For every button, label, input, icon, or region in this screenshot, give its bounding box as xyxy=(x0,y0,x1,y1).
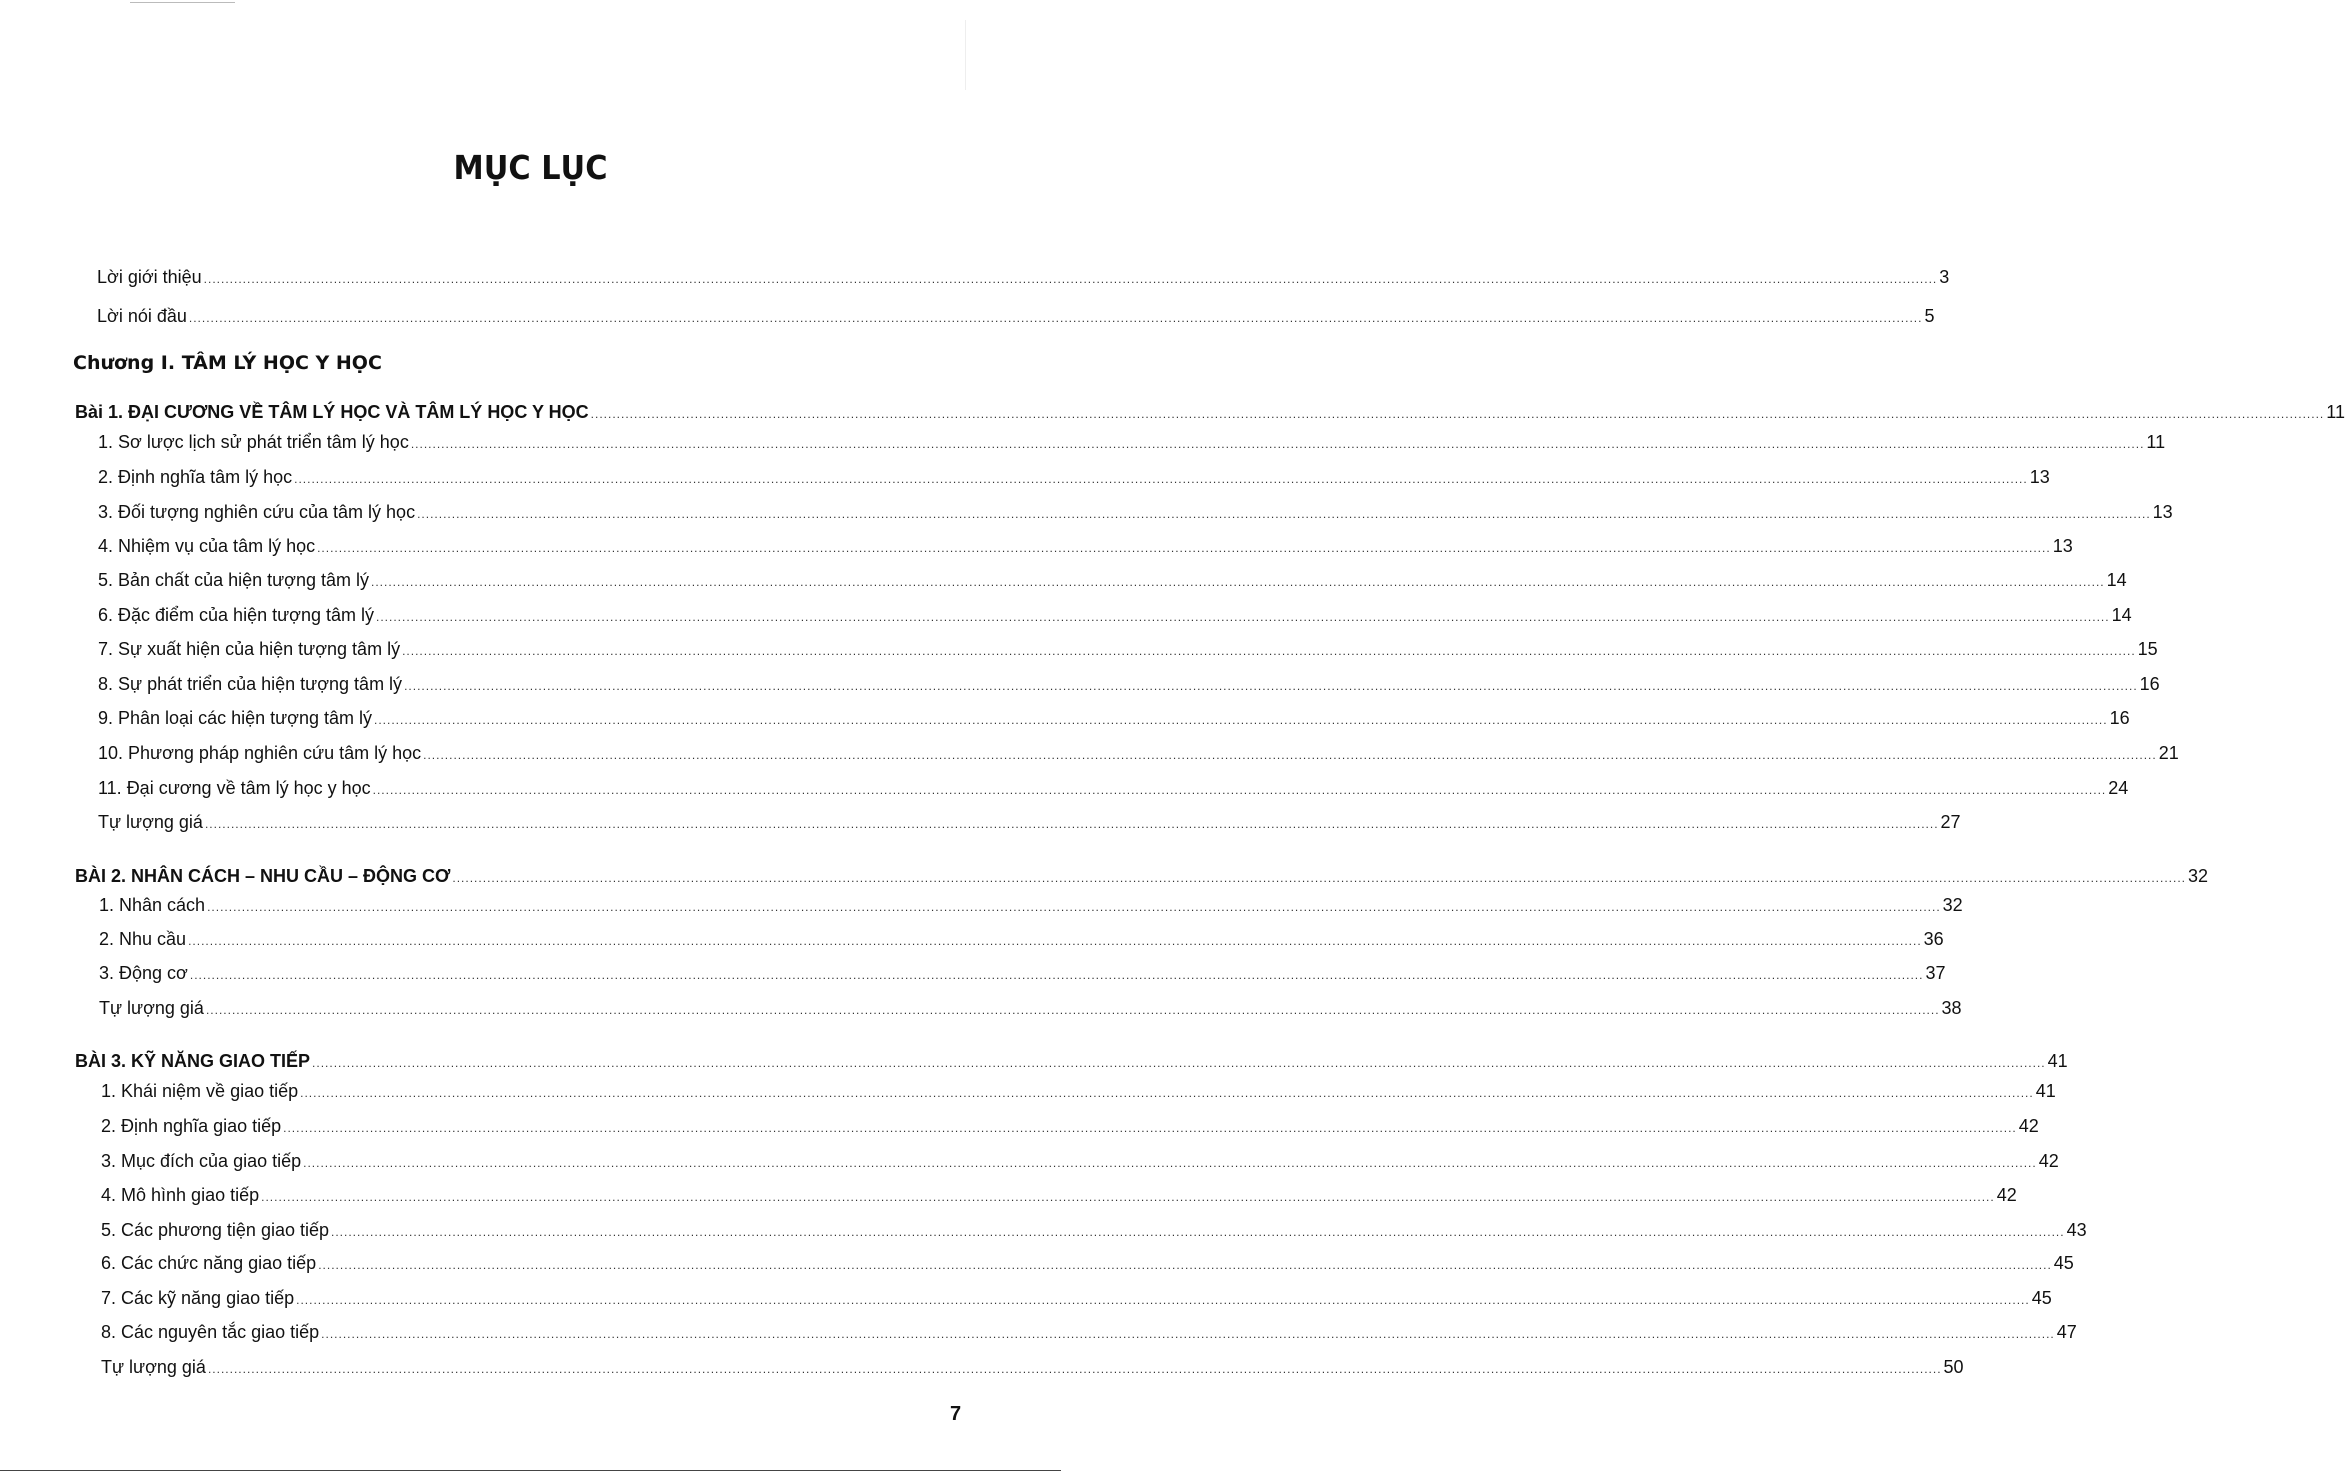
toc-entry[interactable] xyxy=(98,501,2173,525)
toc-entry[interactable] xyxy=(98,604,2132,628)
toc-lesson-heading[interactable] xyxy=(75,1050,2068,1074)
toc-entry-label: 11. Đại cương về tâm lý học y học xyxy=(98,778,371,798)
toc-entry-page: 13 xyxy=(2029,467,2050,487)
toc-entry-label: Tự lượng giá xyxy=(98,812,203,832)
toc-entry-label: 2. Nhu cầu xyxy=(99,929,187,949)
toc-entry-label: 6. Các chức năng giao tiếp xyxy=(101,1253,317,1273)
toc-entry-page: 38 xyxy=(1941,998,1962,1018)
dot-leader: ................................................................................................................................................................................................................................................................................................................................................................................................................ xyxy=(188,311,1923,325)
toc-entry-page: 32 xyxy=(2187,866,2209,886)
dot-leader: ................................................................................................................................................................................................................................................................................................................................................................................................................ xyxy=(371,575,2105,589)
toc-entry-page: 32 xyxy=(1942,895,1963,915)
toc-entry-page: 45 xyxy=(2053,1253,2074,1273)
toc-lesson-heading[interactable] xyxy=(75,401,2345,425)
toc-entry[interactable] xyxy=(101,1356,1964,1380)
toc-entry[interactable] xyxy=(98,707,2130,731)
toc-entry[interactable] xyxy=(98,535,2073,559)
toc-entry[interactable] xyxy=(99,894,1963,918)
toc-lesson-heading[interactable] xyxy=(75,865,2209,889)
toc-entry[interactable] xyxy=(99,997,1962,1021)
dot-leader: ................................................................................................................................................................................................................................................................................................................................................................................................................ xyxy=(261,1190,1995,1204)
toc-entry-label: 4. Nhiệm vụ của tâm lý học xyxy=(98,536,316,556)
toc-entry[interactable] xyxy=(98,569,2127,593)
toc-entry[interactable] xyxy=(98,431,2166,455)
toc-entry-label: 10. Phương pháp nghiên cứu tâm lý học xyxy=(98,743,422,763)
dot-leader: ................................................................................................................................................................................................................................................................................................................................................................................................................ xyxy=(188,934,1922,948)
toc-entry-page: 13 xyxy=(2052,536,2073,556)
dot-leader: ................................................................................................................................................................................................................................................................................................................................................................................................................ xyxy=(203,272,1938,286)
scan-edge-mark xyxy=(965,20,966,90)
toc-entry-front[interactable] xyxy=(97,305,1935,329)
toc-entry-label: Tự lượng giá xyxy=(99,998,204,1018)
dot-leader: ................................................................................................................................................................................................................................................................................................................................................................................................................ xyxy=(331,1225,2065,1239)
toc-entry[interactable] xyxy=(98,811,1961,835)
toc-entry-page: 16 xyxy=(2109,708,2130,728)
page-title: MỤC LỤC xyxy=(453,148,608,187)
toc-entry-page: 41 xyxy=(2047,1051,2068,1071)
dot-leader: ................................................................................................................................................................................................................................................................................................................................................................................................................ xyxy=(410,437,2145,451)
toc-entry-label: 8. Các nguyên tắc giao tiếp xyxy=(101,1322,320,1342)
toc-entry-page: 15 xyxy=(2137,639,2158,659)
dot-leader: ................................................................................................................................................................................................................................................................................................................................................................................................................ xyxy=(204,817,1939,831)
toc-entry-page: 16 xyxy=(2139,674,2160,694)
toc-entry-label: 2. Định nghĩa tâm lý học xyxy=(98,467,293,487)
toc-entry[interactable] xyxy=(101,1219,2087,1243)
toc-lesson-title: Bài 1. ĐẠI CƯƠNG VỀ TÂM LÝ HỌC VÀ TÂM LÝ HỌC Y HỌC xyxy=(75,402,589,422)
toc-entry-label: 8. Sự phát triển của hiện tượng tâm lý xyxy=(98,674,403,694)
toc-entry[interactable] xyxy=(98,638,2158,662)
toc-entry[interactable] xyxy=(101,1252,2074,1276)
toc-entry[interactable] xyxy=(98,673,2160,697)
toc-entry-page: 42 xyxy=(2018,1116,2039,1136)
page-number: 7 xyxy=(950,1403,962,1425)
toc-entry[interactable] xyxy=(101,1115,2039,1139)
dot-leader: ................................................................................................................................................................................................................................................................................................................................................................................................................ xyxy=(294,472,2028,486)
toc-entry[interactable] xyxy=(101,1150,2059,1174)
toc-entry-label: 1. Sơ lược lịch sử phát triển tâm lý học xyxy=(98,432,409,452)
toc-entry-label: 9. Phân loại các hiện tượng tâm lý xyxy=(98,708,372,728)
dot-leader: ................................................................................................................................................................................................................................................................................................................................................................................................................ xyxy=(372,783,2107,797)
bottom-edge-line xyxy=(0,1470,1061,1471)
dot-leader: ................................................................................................................................................................................................................................................................................................................................................................................................................ xyxy=(207,900,1941,914)
toc-entry-label: 3. Động cơ xyxy=(99,963,188,983)
toc-entry-front[interactable] xyxy=(97,266,1950,290)
toc-entry-label: 5. Bản chất của hiện tượng tâm lý xyxy=(98,570,370,590)
toc-entry-page: 43 xyxy=(2066,1220,2087,1240)
dot-leader: ................................................................................................................................................................................................................................................................................................................................................................................................................ xyxy=(321,1327,2055,1341)
toc-entry-page: 5 xyxy=(1924,306,1935,326)
toc-entry-page: 41 xyxy=(2035,1081,2056,1101)
toc-entry-page: 11 xyxy=(2146,432,2166,452)
dot-leader: ................................................................................................................................................................................................................................................................................................................................................................................................................ xyxy=(318,1258,2052,1272)
toc-entry-page: 42 xyxy=(2038,1151,2059,1171)
dot-leader: ................................................................................................................................................................................................................................................................................................................................................................................................................ xyxy=(205,1003,1940,1017)
dot-leader: ................................................................................................................................................................................................................................................................................................................................................................................................................ xyxy=(296,1293,2030,1307)
toc-entry[interactable] xyxy=(101,1287,2052,1311)
dot-leader: ................................................................................................................................................................................................................................................................................................................................................................................................................ xyxy=(417,507,2151,521)
dot-leader: ................................................................................................................................................................................................................................................................................................................................................................................................................ xyxy=(283,1121,2017,1135)
dot-leader: ................................................................................................................................................................................................................................................................................................................................................................................................................ xyxy=(317,541,2051,555)
toc-entry-page: 3 xyxy=(1939,267,1950,287)
toc-entry-page: 14 xyxy=(2106,570,2127,590)
toc-entry-page: 36 xyxy=(1923,929,1944,949)
toc-lesson-title: BÀI 3. KỸ NĂNG GIAO TIẾP xyxy=(75,1051,311,1071)
toc-entry-page: 21 xyxy=(2158,743,2179,763)
toc-entry-label: Tự lượng giá xyxy=(101,1357,206,1377)
toc-entry-label: 7. Sự xuất hiện của hiện tượng tâm lý xyxy=(98,639,401,659)
toc-entry-label: 3. Đối tượng nghiên cứu của tâm lý học xyxy=(98,502,416,522)
dot-leader: ................................................................................................................................................................................................................................................................................................................................................................................................................ xyxy=(375,610,2110,624)
toc-entry-page: 47 xyxy=(2056,1322,2077,1342)
dot-leader: ................................................................................................................................................................................................................................................................................................................................................................................................................ xyxy=(303,1156,2037,1170)
toc-entry-label: 4. Mô hình giao tiếp xyxy=(101,1185,260,1205)
toc-lesson-title: BÀI 2. NHÂN CÁCH – NHU CẦU – ĐỘNG CƠ xyxy=(75,866,451,886)
top-scan-mark xyxy=(130,2,235,3)
dot-leader: ................................................................................................................................................................................................................................................................................................................................................................................................................ xyxy=(312,1056,2046,1070)
toc-entry-label: Lời nói đầu xyxy=(97,306,187,326)
dot-leader: ................................................................................................................................................................................................................................................................................................................................................................................................................ xyxy=(189,968,1924,982)
toc-entry[interactable] xyxy=(98,466,2050,490)
toc-entry-label: 7. Các kỹ năng giao tiếp xyxy=(101,1288,295,1308)
chapter-heading: Chương I. TÂM LÝ HỌC Y HỌC xyxy=(73,352,382,374)
dot-leader: ................................................................................................................................................................................................................................................................................................................................................................................................................ xyxy=(207,1362,1942,1376)
toc-entry[interactable] xyxy=(101,1321,2077,1345)
toc-entry-label: Lời giới thiệu xyxy=(97,267,202,287)
toc-entry-label: 2. Định nghĩa giao tiếp xyxy=(101,1116,282,1136)
toc-entry[interactable] xyxy=(98,742,2179,766)
toc-entry-page: 24 xyxy=(2108,778,2129,798)
dot-leader: ................................................................................................................................................................................................................................................................................................................................................................................................................ xyxy=(452,871,2186,885)
toc-entry-page: 42 xyxy=(1996,1185,2017,1205)
toc-entry-label: 6. Đặc điểm của hiện tượng tâm lý xyxy=(98,605,374,625)
toc-entry-label: 1. Nhân cách xyxy=(99,895,206,915)
dot-leader: ................................................................................................................................................................................................................................................................................................................................................................................................................ xyxy=(300,1086,2034,1100)
toc-entry[interactable] xyxy=(99,928,1944,952)
toc-entry[interactable] xyxy=(101,1080,2056,1104)
dot-leader: ................................................................................................................................................................................................................................................................................................................................................................................................................ xyxy=(374,713,2108,727)
toc-entry-label: 5. Các phương tiện giao tiếp xyxy=(101,1220,329,1240)
toc-entry[interactable] xyxy=(98,777,2129,801)
dot-leader: ................................................................................................................................................................................................................................................................................................................................................................................................................ xyxy=(402,644,2136,658)
toc-entry-page: 14 xyxy=(2111,605,2132,625)
dot-leader: ................................................................................................................................................................................................................................................................................................................................................................................................................ xyxy=(590,407,2325,421)
toc-entry[interactable] xyxy=(101,1184,2017,1208)
dot-leader: ................................................................................................................................................................................................................................................................................................................................................................................................................ xyxy=(404,679,2138,693)
toc-entry-page: 27 xyxy=(1940,812,1961,832)
toc-entry-label: 3. Mục đích của giao tiếp xyxy=(101,1151,302,1171)
toc-entry-page: 45 xyxy=(2031,1288,2052,1308)
toc-entry[interactable] xyxy=(99,962,1946,986)
dot-leader: ................................................................................................................................................................................................................................................................................................................................................................................................................ xyxy=(423,748,2157,762)
toc-entry-page: 50 xyxy=(1943,1357,1964,1377)
toc-entry-page: 37 xyxy=(1925,963,1946,983)
toc-entry-page: 13 xyxy=(2152,502,2173,522)
toc-entry-page: 11 xyxy=(2326,402,2345,422)
toc-entry-label: 1. Khái niệm về giao tiếp xyxy=(101,1081,299,1101)
